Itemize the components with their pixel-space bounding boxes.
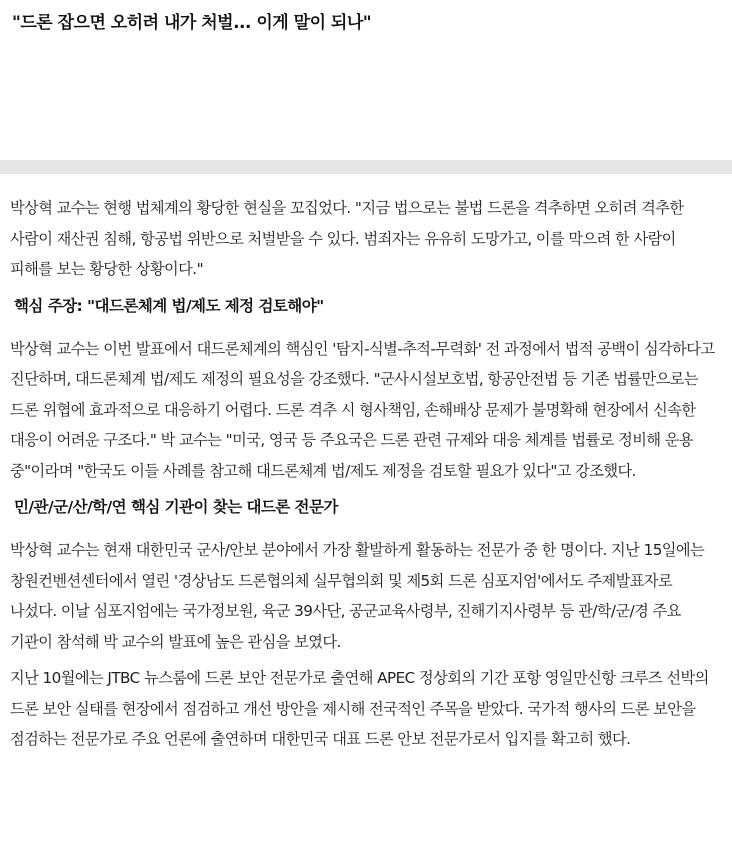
- article-paragraph: 지난 10월에는 JTBC 뉴스룸에 드론 보안 전문가로 출연해 APEC 정상회의 기간 포항 영일만신항 크루즈 선박의 드론 보안 실태를 현장에서 점검하고 개선 방안을 제시해 전국적인 주목을 받았다. 국가적 행사의 드론 보안을 점검하는 전문가로 주요 언론에 출연하며 대한민국 대표 드론 안보 전문가로서 입지를 확고히 했다.: [10, 669, 709, 748]
- headline: "드론 잡으면 오히려 내가 처벌... 이게 말이 되나": [12, 13, 372, 33]
- section-heading: 핵심 주장: "대드론체계 법/제도 제정 검토해야": [14, 296, 324, 315]
- article-body: [10, 193, 718, 761]
- article-paragraph: 박상혁 교수는 현재 대한민국 군사/안보 분야에서 가장 활발하게 활동하는 전문가 중 한 명이다. 지난 15일에는 창원컨벤션센터에서 열린 '경상남도 드론협의체 실무협의회 및 제5회 드론 심포지엄'에서도 주제발표자로 나섰다. 이날 심포지엄에는 국가정보원, 육군 39사단, 공군교육사령부, 진해기지사령부 등 관/학/군/경 주요 기관이 참석해 박 교수의 발표에 높은 관심을 보였다.: [10, 541, 705, 651]
- article-paragraph: 박상혁 교수는 이번 발표에서 대드론체계의 핵심인 '탐지-식별-추적-무력화' 전 과정에서 법적 공백이 심각하다고 진단하며, 대드론체계 법/제도 제정의 필요성을 강조했다. "군사시설보호법, 항공안전법 등 기존 법률만으로는 드론 위협에 효과적으로 대응하기 어렵다. 드론 격추 시 형사책임, 손해배상 문제가 불명확해 현장에서 신속한 대응이 어려운 구조다." 박 교수는 "미국, 영국 등 주요국은 드론 관련 규제와 대응 체계를 법률로 정비해 운용 중"이라며 "한국도 이들 사례를 참고해 대드론체계 법/제도 제정을 검토할 필요가 있다"고 강조했다.: [10, 339, 715, 480]
- section-heading: 민/관/군/산/학/연 핵심 기관이 찾는 대드론 전문가: [14, 498, 338, 516]
- section-divider: [0, 160, 732, 174]
- article-paragraph: 박상혁 교수는 현행 법체계의 황당한 현실을 꼬집었다. "지금 법으로는 불법 드론을 격추하면 오히려 격추한 사람이 재산권 침해, 항공법 위반으로 처벌받을 수 있다. 범죄자는 유유히 도망가고, 이를 막으려 한 사람이 피해를 보는 황당한 상황이다.": [10, 199, 684, 278]
